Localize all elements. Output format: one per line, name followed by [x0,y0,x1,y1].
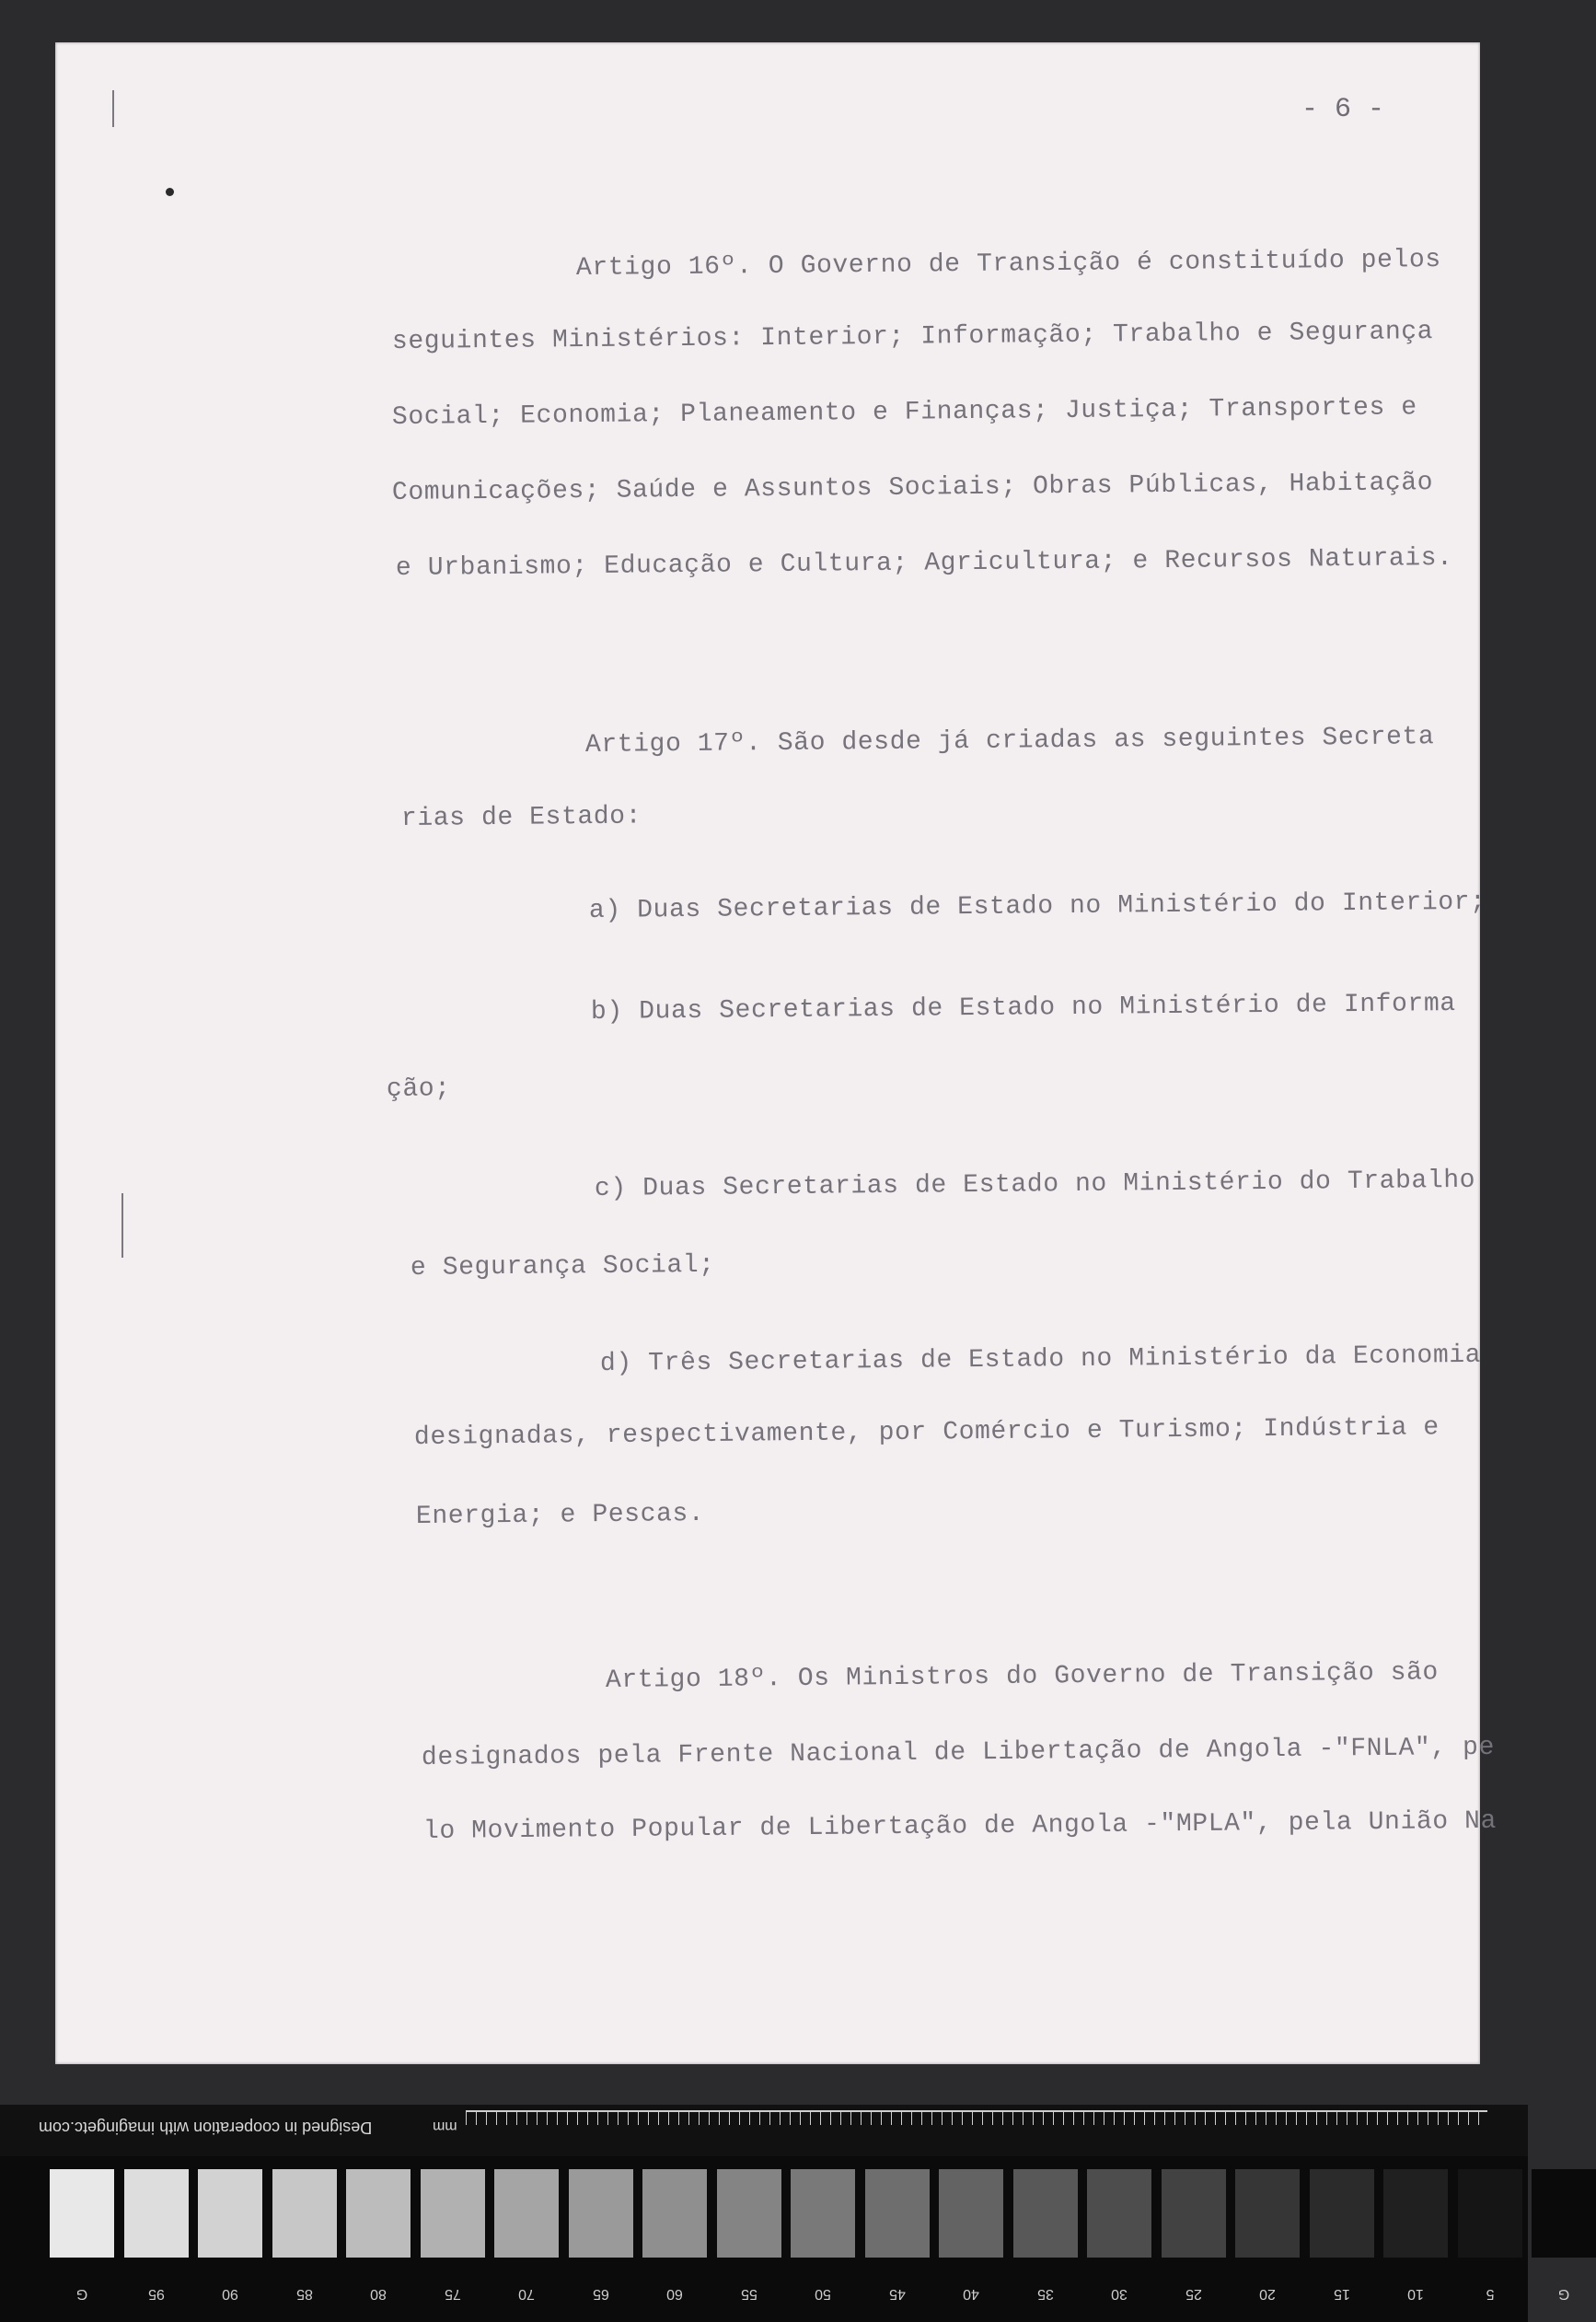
ruler-area [0,2105,1528,2156]
gray-patch [124,2169,189,2258]
patch-label: 30 [1111,2286,1128,2302]
mm-ruler [466,2110,1487,2140]
patch-label: 55 [740,2286,758,2302]
gray-patch [791,2169,855,2258]
gray-patch [569,2169,633,2258]
patch-label: G [1557,2286,1570,2302]
gray-patch [1458,2169,1522,2258]
patch-label: 10 [1407,2286,1424,2302]
punch-mark [166,188,174,196]
text-line: c) Duas Secretarias de Estado no Ministério do Trabalho [594,1166,1476,1203]
gray-patch [1235,2169,1300,2258]
gray-patch [50,2169,114,2258]
gray-patch [494,2169,559,2258]
gray-patch [198,2169,262,2258]
text-line: lo Movimento Popular de Libertação de Angola -"MPLA", pela União Na [422,1806,1498,1846]
patch-label: 75 [444,2286,461,2302]
patch-label: 60 [666,2286,683,2302]
patch-label: 80 [370,2286,387,2302]
text-line: seguintes Ministérios: Interior; Informação; Trabalho e Segurança [391,318,1434,356]
color-target-strip [0,2105,1570,2322]
gray-patch [1310,2169,1374,2258]
unit-label: mm [433,2119,457,2134]
text-line: b) Duas Secretarias de Estado no Ministério de Informa [590,989,1456,1027]
text-line: a) Duas Secretarias de Estado no Ministério do Interior; [588,888,1486,925]
patch-label: 50 [815,2286,831,2302]
text-line: Artigo 16º. O Governo de Transição é constituído pelos [575,245,1441,283]
gray-patch [939,2169,1003,2258]
gray-patch [717,2169,781,2258]
patch-label: 45 [888,2286,906,2302]
margin-scratch [121,1193,123,1258]
text-line: ção; [386,1074,451,1104]
gray-patch [346,2169,411,2258]
margin-scratch [112,90,114,127]
gray-patch [1383,2169,1448,2258]
patch-label: 25 [1185,2286,1202,2302]
patch-label: G [75,2286,88,2302]
patch-label: 5 [1486,2286,1494,2302]
text-line: d) Três Secretarias de Estado no Ministério da Economia [599,1341,1482,1378]
gray-patches [0,2158,1528,2269]
gray-patch [642,2169,707,2258]
text-line: e Segurança Social; [410,1250,715,1283]
text-line: designados pela Frente Nacional de Libertação de Angola -"FNLA", pe [421,1733,1496,1772]
gray-patch [1013,2169,1078,2258]
patch-label: 20 [1259,2286,1276,2302]
text-line: Comunicações; Saúde e Assuntos Sociais; Obras Públicas, Habitação [391,469,1434,507]
text-line: Artigo 18º. Os Ministros do Governo de Transição são [605,1658,1440,1695]
credit-text: Designed in cooperation with imagingetc.com [39,2119,373,2137]
gray-patch [272,2169,337,2258]
text-line: Social; Economia; Planeamento e Finanças; Justiça; Transportes e [391,393,1417,432]
document-page [55,42,1498,2064]
gray-patch [865,2169,930,2258]
patch-label: 85 [295,2286,313,2302]
text-line: Energia; e Pescas. [415,1499,705,1531]
patch-label: 95 [147,2286,165,2302]
patch-label: 35 [1036,2286,1054,2302]
patch-label: 70 [518,2286,535,2302]
gray-patch [1532,2169,1596,2258]
patch-label: 65 [592,2286,609,2302]
text-line: e Urbanismo; Educação e Cultura; Agricultura; e Recursos Naturais. [395,543,1453,583]
gray-patch [421,2169,485,2258]
page-number: - 6 - [1301,94,1385,125]
text-line: Artigo 17º. São desde já criadas as seguintes Secreta [584,723,1435,760]
gray-patch [1087,2169,1151,2258]
patch-label: 40 [963,2286,979,2302]
patch-label: 90 [222,2286,238,2302]
gray-patch [1162,2169,1226,2258]
patch-label: 15 [1333,2286,1350,2302]
text-line: designadas, respectivamente, por Comércio e Turismo; Indústria e [413,1413,1440,1452]
text-line: rias de Estado: [400,802,642,833]
